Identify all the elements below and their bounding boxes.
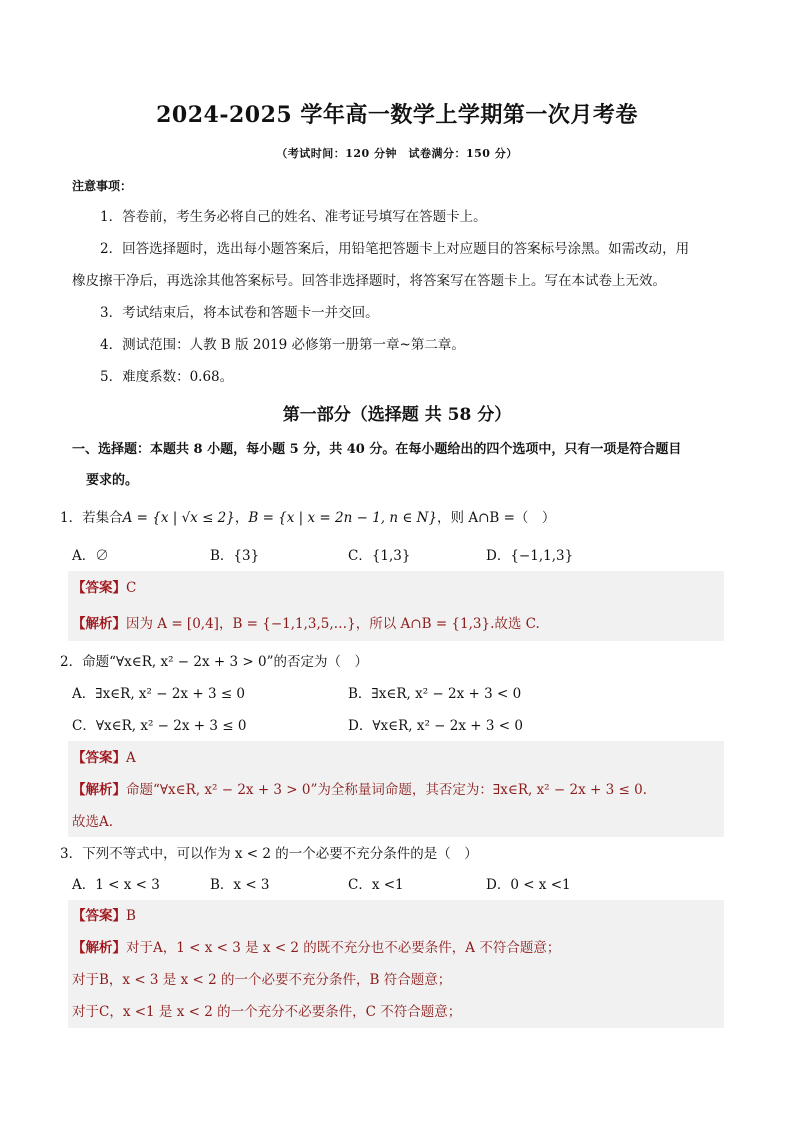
section-instruction: 要求的。 <box>86 473 139 488</box>
option-d: D．∀x∈R, x² − 2x + 3 < 0 <box>348 718 523 734</box>
question-3-stem: 3．下列不等式中，可以作为 x < 2 的一个必要不充分条件的是（ ） <box>60 846 478 862</box>
page-title: 2024-2025 学年高一数学上学期第一次月考卷 <box>156 102 638 128</box>
notice-heading: 注意事项： <box>72 179 133 193</box>
question-2-stem: 2．命题“∀x∈R, x² − 2x + 3 > 0”的否定为（ ） <box>60 654 368 670</box>
analysis-2 <box>72 780 647 800</box>
option-a: A．∃x∈R, x² − 2x + 3 ≤ 0 <box>72 686 246 702</box>
analysis-3-line: 对于C，x <1 是 x < 2 的一个充分不必要条件，C 不符合题意； <box>72 1004 462 1020</box>
option-c: C．x <1 <box>348 877 404 893</box>
analysis-3-line: 对于B，x < 3 是 x < 2 的一个必要不充分条件，B 符合题意； <box>72 972 452 988</box>
option-a: A．1 < x < 3 <box>72 877 160 893</box>
analysis-3 <box>72 938 560 958</box>
analysis-label: 【解析】 <box>72 616 126 632</box>
answer-1 <box>72 578 136 598</box>
question-1-stem <box>60 508 555 528</box>
answer-label: 【答案】 <box>72 750 126 766</box>
answer-value: C <box>126 580 137 596</box>
set-a-definition: A = {x | √x ≤ 2} <box>122 510 235 526</box>
analysis-text: 命题“∀x∈R, x² − 2x + 3 > 0”为全称量词命题，其否定为：∃x∈R, x² − 2x + 3 ≤ 0. <box>126 782 647 798</box>
answer-3 <box>72 906 136 926</box>
option-b: B．{3} <box>210 548 260 564</box>
option-c: C．∀x∈R, x² − 2x + 3 ≤ 0 <box>72 718 247 734</box>
analysis-label: 【解析】 <box>72 940 126 956</box>
answer-value: A <box>126 750 136 766</box>
analysis-1 <box>72 614 540 634</box>
notice-item: 4．测试范围：人教 B 版 2019 必修第一册第一章~第二章。 <box>100 337 465 353</box>
notice-item: 橡皮擦干净后，再选涂其他答案标号。回答非选择题时，将答案写在答题卡上。写在本试卷上无效。 <box>72 273 666 289</box>
answer-label: 【答案】 <box>72 580 126 596</box>
analysis-text: 因为 A = [0,4]，B = {−1,1,3,5,…}，所以 A∩B = {1,3}.故选 C. <box>126 616 540 632</box>
notice-item: 1．答卷前，考生务必将自己的姓名、准考证号填写在答题卡上。 <box>100 209 487 225</box>
answer-2 <box>72 748 136 768</box>
section-title: 第一部分（选择题 共 58 分） <box>282 405 512 425</box>
analysis-2-conclusion: 故选A. <box>72 814 114 830</box>
option-d: D．0 < x <1 <box>486 877 571 893</box>
analysis-text: 对于A，1 < x < 3 是 x < 2 的既不充分也不必要条件，A 不符合题意； <box>126 940 561 956</box>
exam-info: （考试时间：120 分钟 试卷满分：150 分） <box>276 147 518 160</box>
option-c: C．{1,3} <box>348 548 411 564</box>
notice-item: 3．考试结束后，将本试卷和答题卡一并交回。 <box>100 305 379 321</box>
answer-value: B <box>126 908 136 924</box>
question-text: ，则 A∩B =（ ） <box>437 510 556 526</box>
question-text: 1．若集合 <box>60 510 123 526</box>
option-b: B．∃x∈R, x² − 2x + 3 < 0 <box>348 686 522 702</box>
option-d: D．{−1,1,3} <box>486 548 574 564</box>
notice-item: 2．回答选择题时，选出每小题答案后，用铅笔把答题卡上对应题目的答案标号涂黑。如需改动，用 <box>100 241 690 257</box>
answer-label: 【答案】 <box>72 908 126 924</box>
option-b: B．x < 3 <box>210 877 270 893</box>
analysis-label: 【解析】 <box>72 782 126 798</box>
set-b-definition: B = {x | x = 2n − 1, n ∈ N} <box>248 510 438 526</box>
option-a: A．∅ <box>72 548 109 564</box>
section-instruction: 一、选择题：本题共 8 小题，每小题 5 分，共 40 分。在每小题给出的四个选项中，只有一项是符合题目 <box>72 442 682 457</box>
separator: ， <box>234 510 249 526</box>
notice-item: 5．难度系数：0.68。 <box>100 369 234 385</box>
